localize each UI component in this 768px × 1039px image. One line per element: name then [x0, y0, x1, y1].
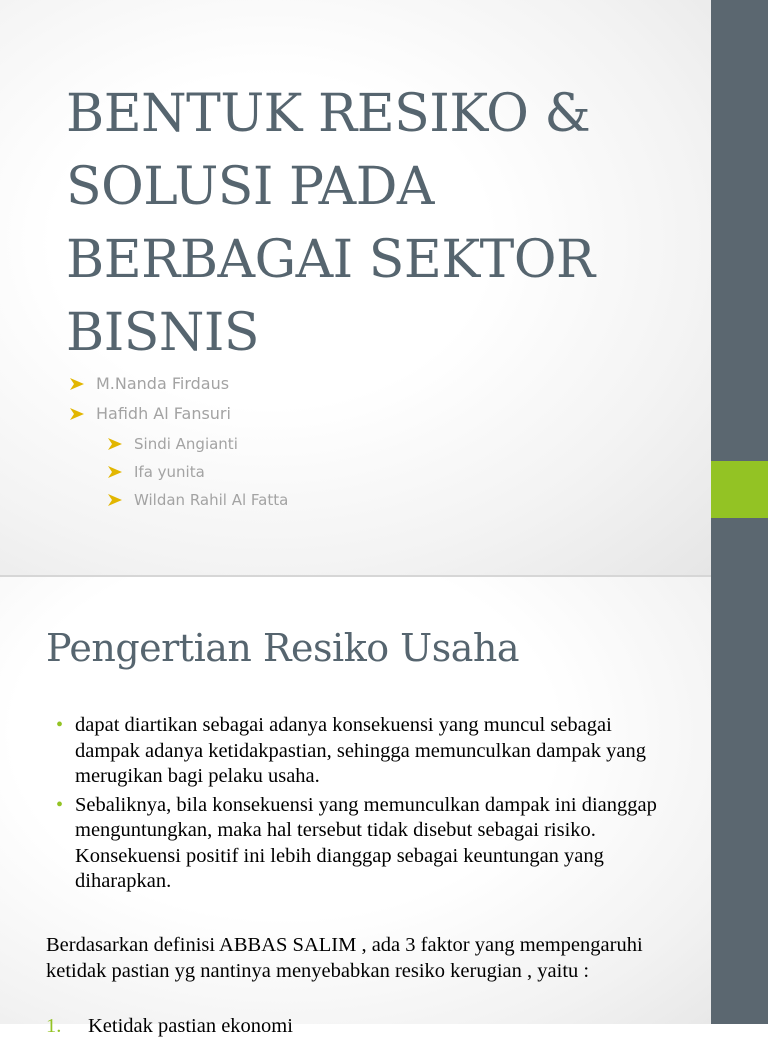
author-item: [68, 458, 288, 486]
slide-2: [0, 577, 711, 1037]
bullet-dot-icon: •: [56, 714, 64, 736]
author-item: [68, 430, 288, 458]
title-line: BERBAGAI SEKTOR: [66, 230, 595, 290]
arrow-bullet-icon: [108, 438, 122, 450]
sidebar-accent-block: [711, 461, 768, 518]
slide-2-title: Pengertian Resiko Usaha: [46, 626, 519, 670]
item-number: 1.: [46, 1015, 62, 1037]
bullet-item: [54, 793, 674, 895]
arrow-bullet-icon: [70, 408, 84, 420]
bullet-dot-icon: •: [56, 793, 64, 816]
author-item: [68, 370, 288, 400]
author-name: Hafidh Al Fansuri: [96, 404, 231, 423]
bullet-item: [54, 713, 674, 790]
bullet-text: dapat diartikan sebagai adanya konsekuensi yang muncul sebagai dampak adanya ketidakpastian, sehingga memunculkan dampak yang merugikan bagi pelaku usaha.: [75, 714, 646, 787]
author-item: [68, 486, 288, 514]
bullet-list: [54, 713, 674, 898]
author-name: M.Nanda Firdaus: [96, 374, 230, 393]
arrow-bullet-icon: [70, 378, 84, 390]
author-name: Wildan Rahil Al Fatta: [134, 491, 289, 509]
author-name: Ifa yunita: [134, 463, 205, 481]
author-item: [68, 400, 288, 430]
author-list: [68, 370, 288, 514]
definition-paragraph: Berdasarkan definisi ABBAS SALIM , ada 3 faktor yang mempengaruhi ketidak pastian yg nantinya menyebabkan resiko kerugian , yaitu :: [46, 934, 643, 982]
numbered-item: [46, 1013, 686, 1039]
author-name: Sindi Angianti: [134, 435, 238, 453]
item-text: Ketidak pastian ekonomi: [88, 1015, 293, 1037]
title-line: SOLUSI PADA: [66, 157, 434, 217]
arrow-bullet-icon: [108, 494, 122, 506]
bullet-text: Sebaliknya, bila konsekuensi yang memunculkan dampak ini dianggap menguntungkan, maka hal tersebut tidak disebut sebagai risiko. Konsekuensi positif ini lebih dianggap sebagai keuntungan yang diharapkan.: [75, 793, 657, 892]
arrow-bullet-icon: [108, 466, 122, 478]
slide-1-title: [66, 78, 686, 370]
title-line: BISNIS: [66, 303, 260, 363]
title-line: BENTUK RESIKO &: [66, 84, 591, 144]
